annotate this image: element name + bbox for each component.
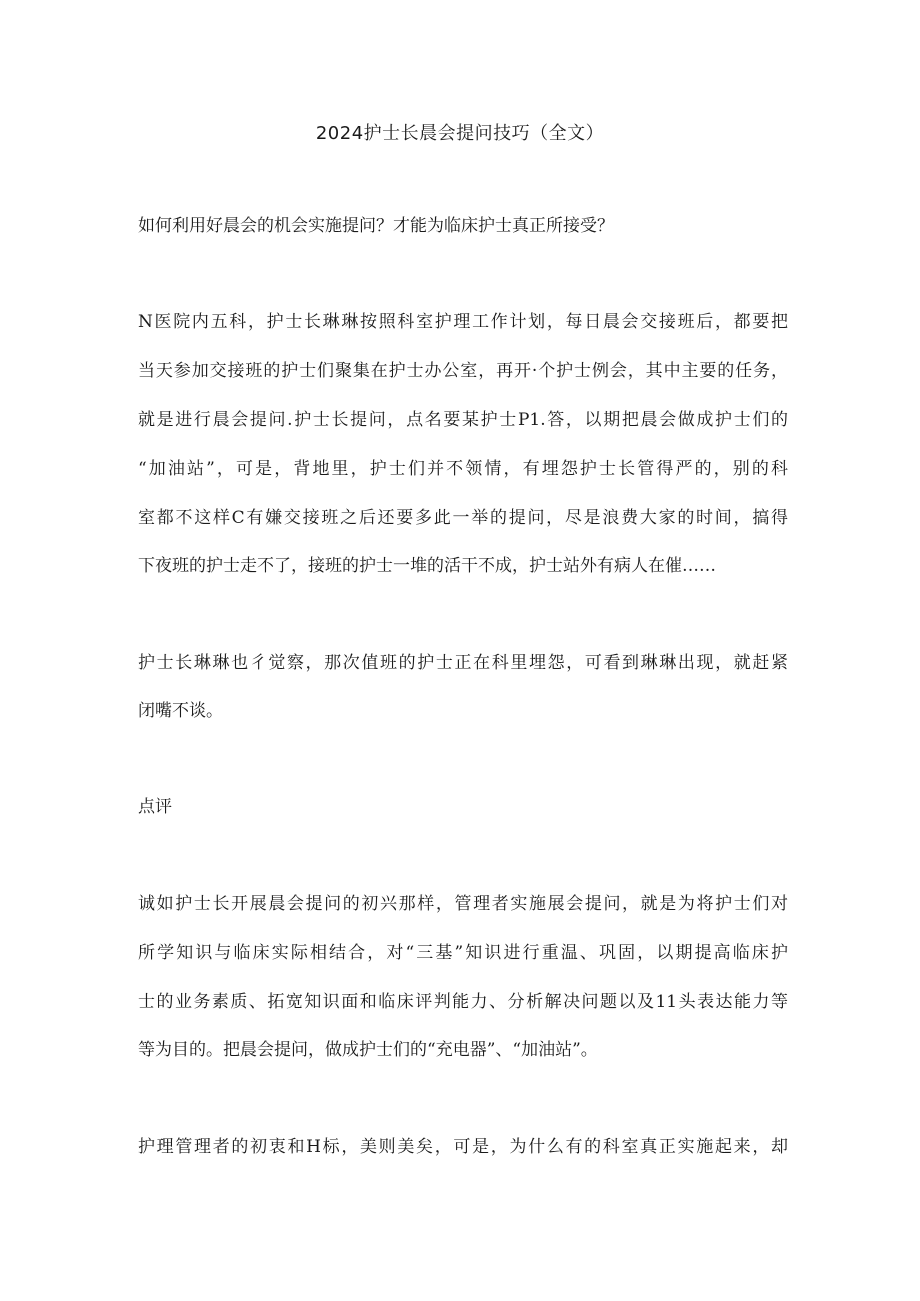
paragraph-line: 所学知识与临床实际相结合，对“三基”知识进行重温、巩固，以期提高临床护 xyxy=(138,943,788,963)
question-line: 如何利用好晨会的机会实施提问？才能为临床护士真正所接受？ xyxy=(138,216,614,236)
paragraph-line: 等为目的。把晨会提问，做成护士们的“充电器”、“加油站”。 xyxy=(138,1040,598,1060)
paragraph-line: 护士长琳琳也彳觉察，那次值班的护士正在科里埋怨，可看到琳琳出现，就赶紧 xyxy=(138,653,788,673)
paragraph-line: 下夜班的护士走不了，接班的护士一堆的活干不成，护士站外有病人在催…… xyxy=(138,556,716,576)
paragraph-line: 诚如护士长开展晨会提问的初兴那样，管理者实施展会提问，就是为将护士们对 xyxy=(138,894,788,914)
paragraph-line: 当天参加交接班的护士们聚集在护士办公室，再开·个护士例会，其中主要的任务， xyxy=(138,361,788,381)
paragraph-line: “加油站”，可是，背地里，护士们并不领情，有埋怨护士长管得严的，别的科 xyxy=(138,459,788,479)
document-title: 2024护士长晨会提问技巧（全文） xyxy=(315,123,605,144)
paragraph-line: 护理管理者的初衷和H标，美则美矣，可是，为什么有的科室真正实施起来，却 xyxy=(138,1137,788,1157)
paragraph-line: 就是进行晨会提问.护士长提问，点名要某护士P1.答，以期把晨会做成护士们的 xyxy=(138,410,788,430)
paragraph-line: N医院内五科，护士长琳琳按照科室护理工作计划，每日晨会交接班后，都要把 xyxy=(138,312,788,332)
paragraph-line: 室都不这样C有嫌交接班之后还要多此一举的提问，尽是浪费大家的时间，搞得 xyxy=(138,508,788,528)
paragraph-line: 士的业务素质、拓宽知识面和临床评判能力、分析解决问题以及11头表达能力等 xyxy=(138,992,788,1012)
paragraph-line: 闭嘴不谈。 xyxy=(138,701,223,721)
section-heading: 点评 xyxy=(138,797,172,817)
